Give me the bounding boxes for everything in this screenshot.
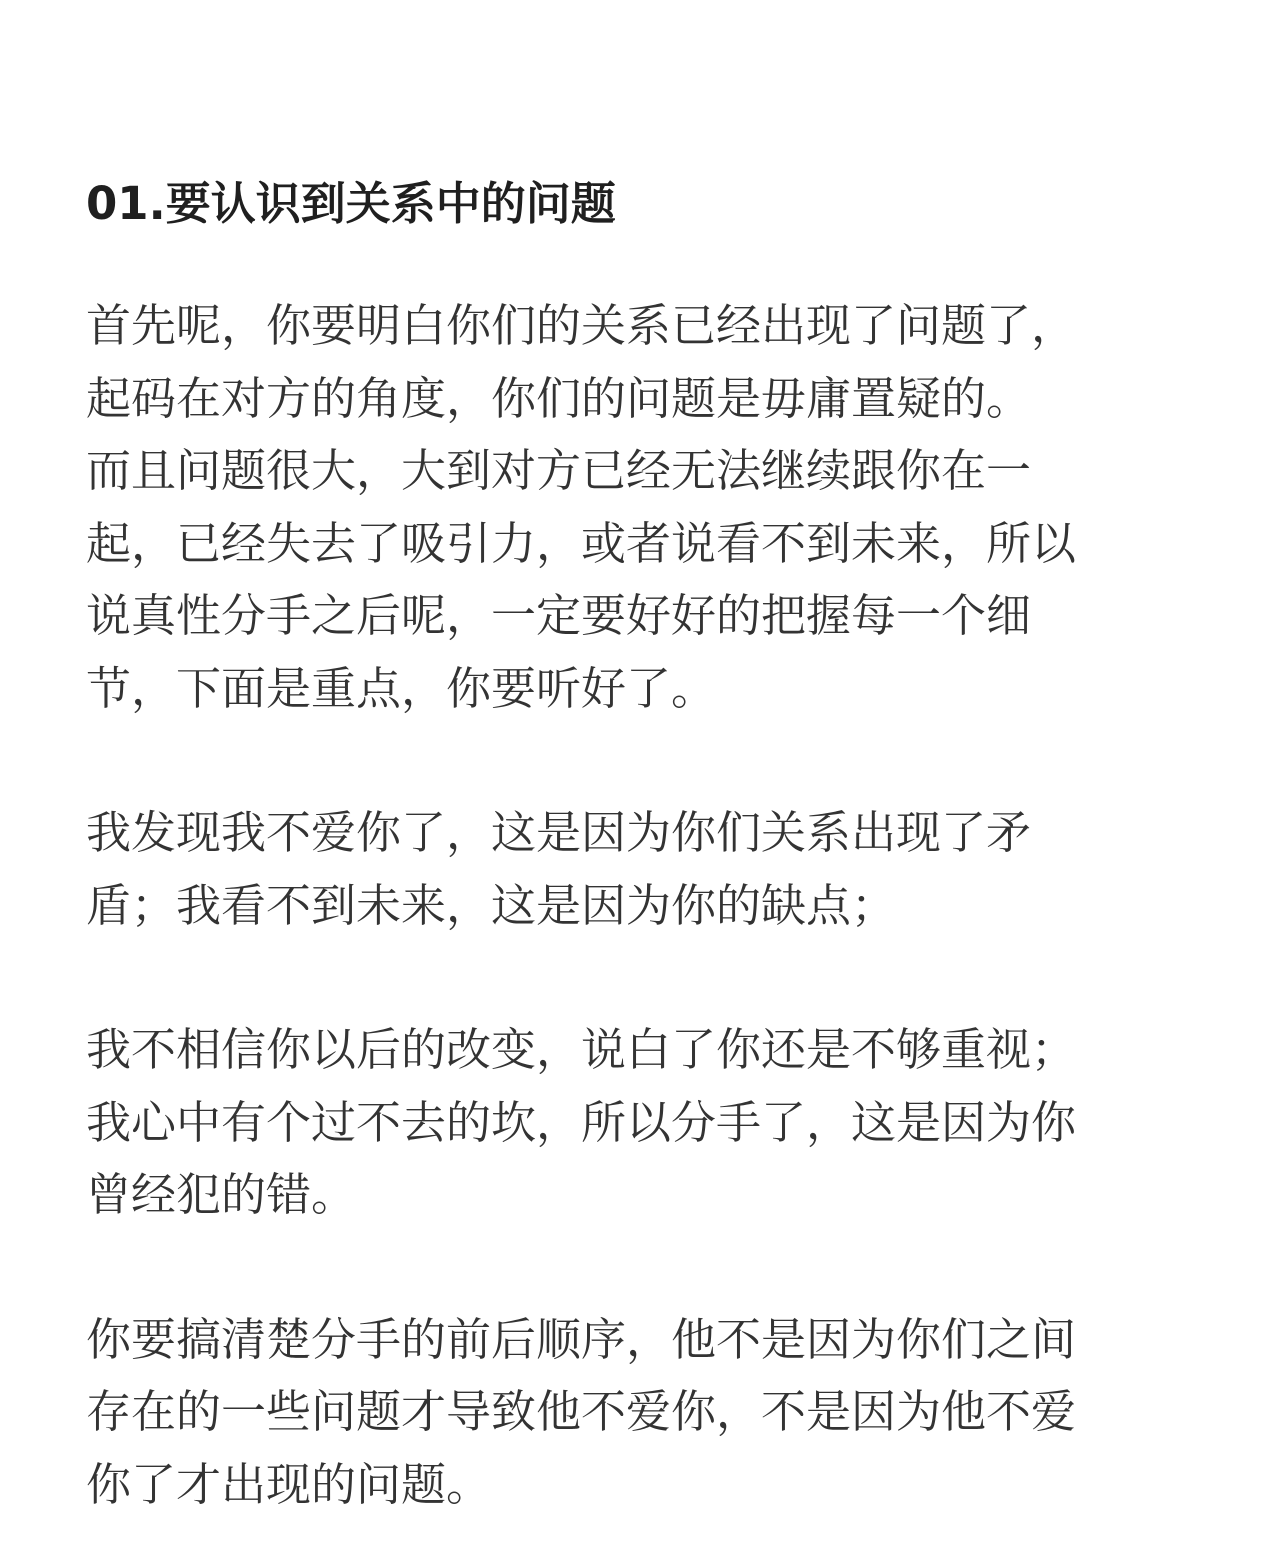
text-line: 曾经犯的错。: [86, 1168, 357, 1221]
paragraph: [86, 1304, 1206, 1522]
text-line: 存在的一些问题才导致他不爱你，不是因为他不爱: [86, 1385, 1077, 1438]
text-line: 我心中有个过不去的坎，所以分手了，这是因为你: [86, 1095, 1077, 1149]
text-line: 首先呢，你要明白你们的关系已经出现了问题了，: [86, 299, 1077, 352]
paragraph: [86, 290, 1206, 725]
text-line: 起码在对方的角度，你们的问题是毋庸置疑的。: [86, 371, 1032, 425]
text-line: 节，下面是重点，你要听好了。: [86, 661, 717, 715]
text-line: 我不相信你以后的改变，说白了你还是不够重视；: [86, 1023, 1077, 1076]
text-line: 我发现我不爱你了，这是因为你们关系出现了矛: [86, 806, 1032, 859]
text-line: 而且问题很大，大到对方已经无法继续跟你在一: [86, 444, 1032, 497]
text-line: 盾；我看不到未来，这是因为你的缺点；: [86, 878, 897, 932]
article-title: 01.要认识到关系中的问题: [86, 177, 616, 230]
text-line: 你要搞清楚分手的前后顺序，他不是因为你们之间: [86, 1312, 1077, 1366]
text-line: 说真性分手之后呢，一定要好好的把握每一个细: [86, 589, 1032, 642]
paragraph: [86, 1014, 1206, 1232]
paragraph: [86, 797, 1206, 942]
article: [86, 172, 1206, 1521]
text-line: 起，已经失去了吸引力，或者说看不到未来，所以: [86, 516, 1077, 570]
text-line: 你了才出现的问题。: [86, 1457, 492, 1511]
